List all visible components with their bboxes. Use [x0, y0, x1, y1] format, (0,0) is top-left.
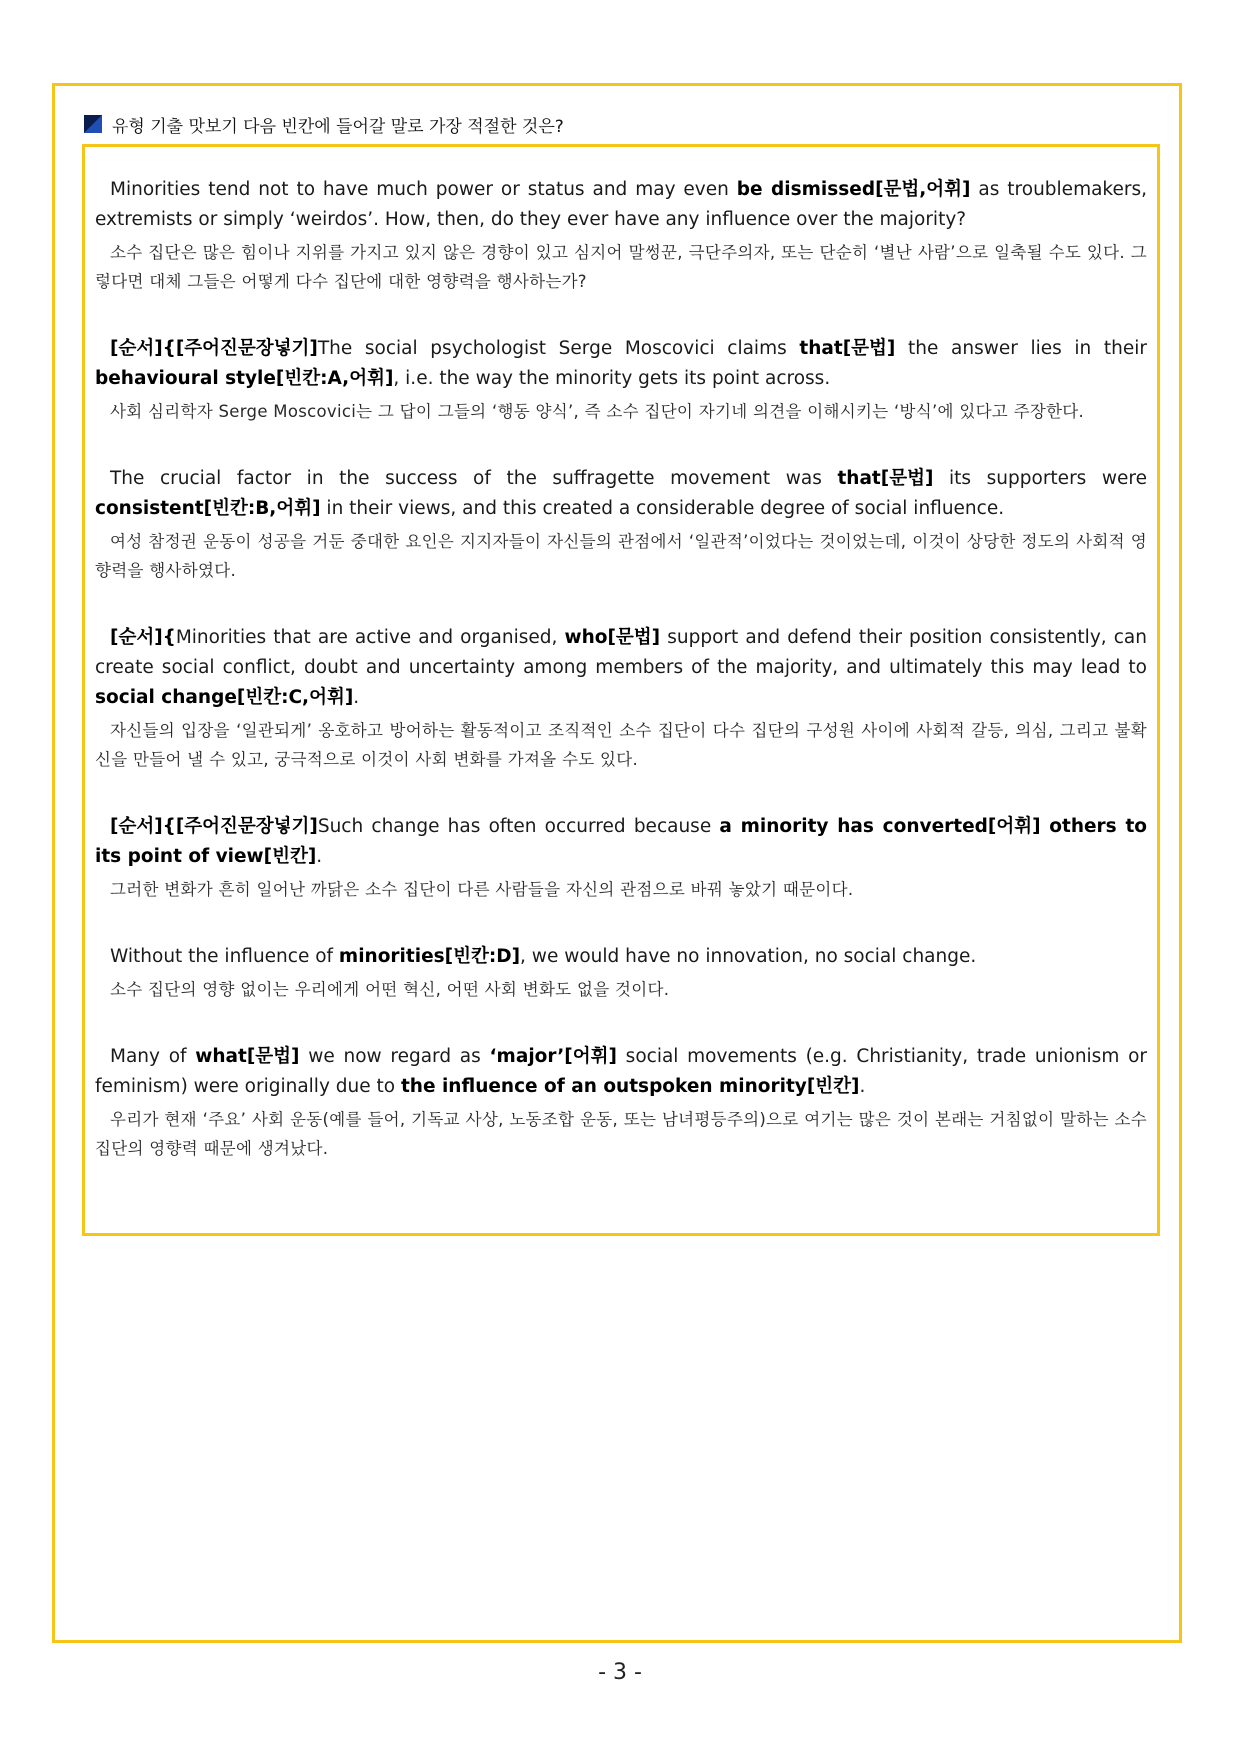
passage-paragraph	[95, 812, 1147, 904]
english-sentence	[95, 334, 1147, 394]
page-number: - 3 -	[598, 1660, 642, 1685]
grammar-vocab-marker: social change[빈칸:C,어휘]	[95, 687, 354, 708]
korean-translation: 여성 참정권 운동이 성공을 거둔 중대한 요인은 지지자들이 자신들의 관점에서 ‘일관적’이었다는 것이었는데, 이것이 상당한 정도의 사회적 영향력을 행사하였다.	[95, 532, 1147, 580]
grammar-vocab-marker: a minority has converted[어휘] others to its point of view[빈칸]	[95, 816, 1147, 867]
blue-triangle-icon	[84, 115, 102, 133]
passage-paragraph	[95, 334, 1147, 426]
passage-paragraph	[95, 1042, 1147, 1163]
sentence-text: .	[316, 846, 323, 867]
grammar-vocab-marker: [순서]{[주어진문장넣기]	[110, 816, 318, 837]
sentence-text: , i.e. the way the minority gets its point across.	[393, 368, 831, 389]
grammar-vocab-marker: ‘major’[어휘]	[489, 1046, 617, 1067]
sentence-text: .	[353, 687, 360, 708]
grammar-vocab-marker: [순서]{[주어진문장넣기]	[110, 338, 318, 359]
english-sentence	[95, 942, 1147, 972]
passage-box	[82, 144, 1160, 1236]
english-sentence	[95, 623, 1147, 713]
question-heading	[84, 112, 564, 136]
grammar-vocab-marker: the influence of an outspoken minority[빈칸]	[400, 1076, 860, 1097]
english-sentence	[95, 1042, 1147, 1102]
korean-translation: 소수 집단은 많은 힘이나 지위를 가지고 있지 않은 경향이 있고 심지어 말썽꾼, 극단주의자, 또는 단순히 ‘별난 사람’으로 일축될 수도 있다. 그렇다면 대체 그들은 어떻게 다수 집단에 대한 영향력을 행사하는가?	[95, 243, 1147, 291]
korean-translation: 자신들의 입장을 ‘일관되게’ 옹호하고 방어하는 활동적이고 조직적인 소수 집단이 다수 집단의 구성원 사이에 사회적 갈등, 의심, 그리고 불확신을 만들어 낼 수 있고, 궁극적으로 이것이 사회 변화를 가져올 수도 있다.	[95, 721, 1147, 769]
sentence-text: Without the influence of	[110, 946, 339, 967]
korean-translation: 소수 집단의 영향 없이는 우리에게 어떤 혁신, 어떤 사회 변화도 없을 것이다.	[110, 980, 670, 999]
grammar-vocab-marker: what[문법]	[195, 1046, 300, 1067]
passage-paragraph	[95, 623, 1147, 774]
english-sentence	[95, 464, 1147, 524]
sentence-text: we now regard as	[299, 1046, 490, 1067]
english-sentence	[95, 175, 1147, 235]
sentence-text: its supporters were	[933, 468, 1147, 489]
sentence-text: in their views, and this created a considerable degree of social influence.	[320, 498, 1005, 519]
grammar-vocab-marker: be dismissed[문법,어휘]	[736, 179, 971, 200]
grammar-vocab-marker: consistent[빈칸:B,어휘]	[95, 498, 321, 519]
passage-paragraph	[95, 464, 1147, 585]
korean-translation: 사회 심리학자 Serge Moscovici는 그 답이 그들의 ‘행동 양식’, 즉 소수 집단이 자기네 의견을 이해시키는 ‘방식’에 있다고 주장한다.	[110, 402, 1085, 421]
korean-translation: 그러한 변화가 흔히 일어난 까닭은 소수 집단이 다른 사람들을 자신의 관점으로 바꿔 놓았기 때문이다.	[110, 880, 854, 899]
grammar-vocab-marker: who[문법]	[564, 627, 661, 648]
sentence-text: the answer lies in their	[895, 338, 1147, 359]
sentence-text: Minorities that are active and organised,	[175, 627, 565, 648]
question-heading-text: 유형 기출 맛보기 다음 빈칸에 들어갈 말로 가장 적절한 것은?	[112, 116, 564, 137]
passage-paragraph	[95, 942, 1147, 1004]
grammar-vocab-marker: [순서]{	[110, 627, 176, 648]
sentence-text: The social psychologist Serge Moscovici claims	[317, 338, 800, 359]
sentence-text: as troublemakers, extremists or simply ‘weirdos’. How, then, do they ever have any influence over the majority?	[95, 179, 1147, 230]
sentence-text: social movements (e.g. Christianity, trade unionism or feminism) were originally due to	[95, 1046, 1147, 1097]
sentence-text: , we would have no innovation, no social change.	[520, 946, 977, 967]
sentence-text: Such change has often occurred because	[317, 816, 720, 837]
grammar-vocab-marker: behavioural style[빈칸:A,어휘]	[95, 368, 394, 389]
sentence-text: support and defend their position consistently, can create social conflict, doubt and uncertainty among members of the majority, and ultimately this may lead to	[95, 627, 1147, 678]
passage-paragraph	[95, 175, 1147, 296]
sentence-text: .	[859, 1076, 866, 1097]
grammar-vocab-marker: that[문법]	[799, 338, 896, 359]
sentence-text: Many of	[110, 1046, 196, 1067]
sentence-text: Minorities tend not to have much power or status and may even	[110, 179, 737, 200]
korean-translation: 우리가 현재 ‘주요’ 사회 운동(예를 들어, 기독교 사상, 노동조합 운동, 또는 남녀평등주의)으로 여기는 많은 것이 본래는 거침없이 말하는 소수 집단의 영향력 때문에 생겨났다.	[95, 1110, 1147, 1158]
english-sentence	[95, 812, 1147, 872]
sentence-text: The crucial factor in the success of the suffragette movement was	[110, 468, 838, 489]
grammar-vocab-marker: that[문법]	[837, 468, 934, 489]
grammar-vocab-marker: minorities[빈칸:D]	[338, 946, 521, 967]
